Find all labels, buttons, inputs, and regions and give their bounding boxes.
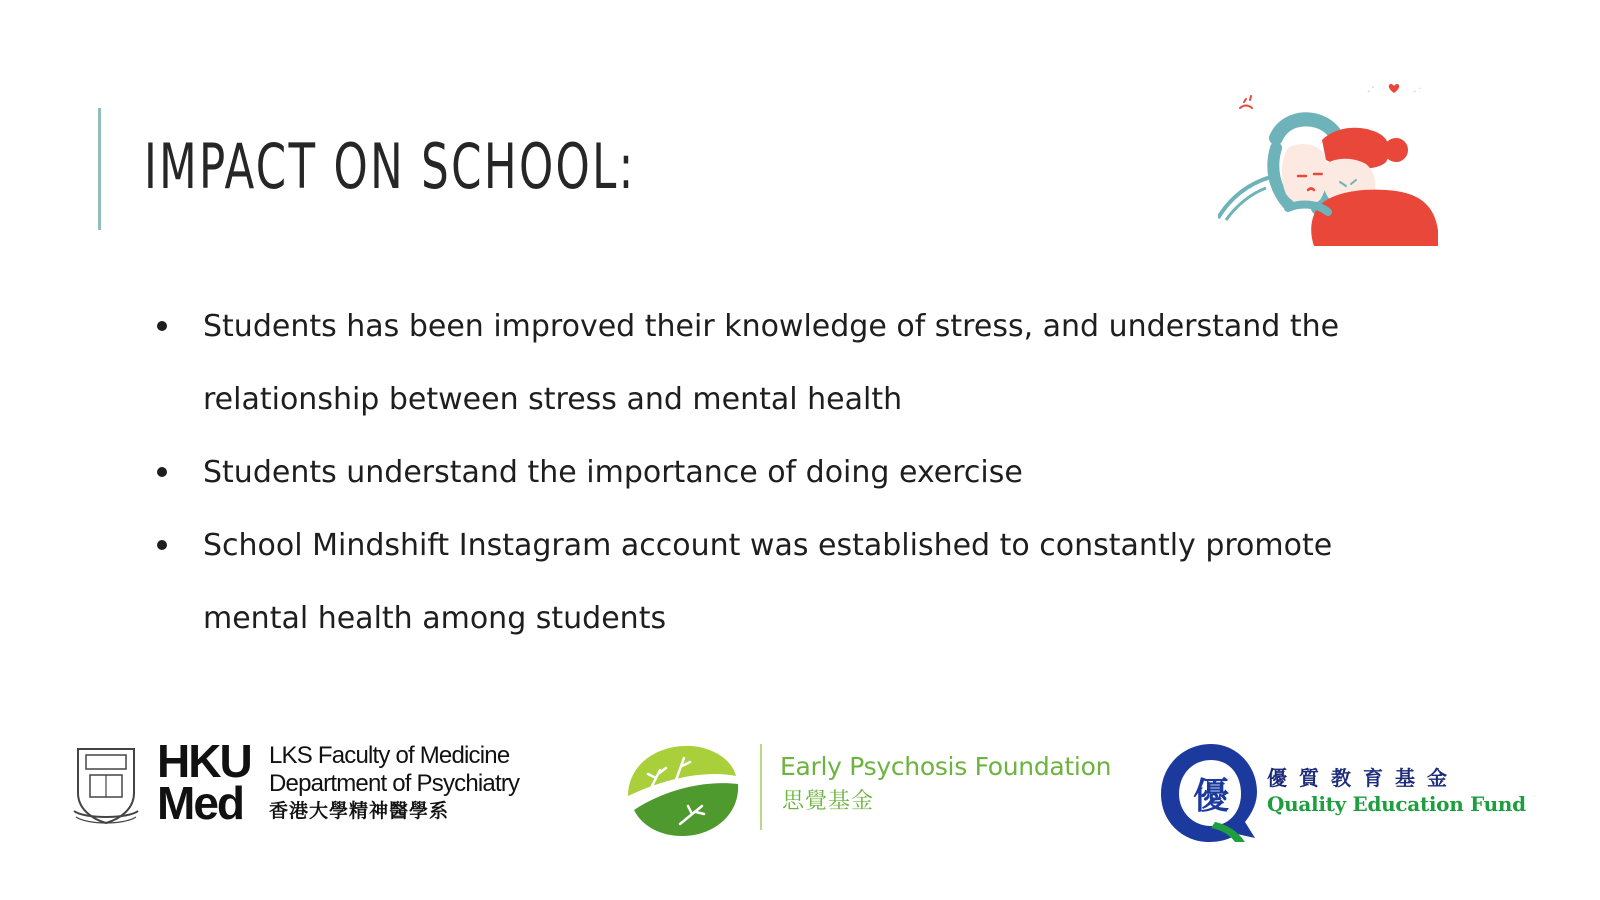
q-emblem-icon: [1155, 738, 1263, 846]
bullet-text: Students has been improved their knowledge of stress, and understand the relationship between stress and mental health: [203, 309, 1340, 417]
slide-title: IMPACT ON SCHOOL:: [144, 130, 636, 203]
university-crest-icon: [72, 743, 140, 827]
fund-name-chinese: 優質教育基金: [1267, 766, 1459, 790]
two-friends-comforting-illustration: [1218, 78, 1482, 253]
list-item: [155, 290, 1415, 436]
foundation-name-chinese: 思覺基金: [782, 789, 875, 814]
fund-name: Quality Education Fund: [1267, 792, 1526, 816]
hku-med-logo: [72, 735, 552, 840]
logo-divider: [760, 744, 762, 830]
list-item: [155, 436, 1415, 509]
bullet-icon: [157, 321, 167, 331]
title-accent-rule: [98, 108, 101, 230]
bullet-list: [155, 290, 1415, 655]
bullet-text: School Mindshift Instagram account was established to constantly promote mental health among students: [203, 528, 1333, 636]
faculty-name: LKS Faculty of Medicine: [269, 742, 510, 769]
quality-education-fund-logo: [1155, 738, 1526, 848]
department-name-chinese: 香港大學精神醫學系: [269, 801, 450, 822]
bullet-icon: [157, 467, 167, 477]
early-psychosis-foundation-logo: [620, 740, 1112, 840]
bullet-text: Students understand the importance of doing exercise: [203, 455, 1023, 490]
foundation-name: Early Psychosis Foundation: [780, 752, 1112, 781]
bullet-icon: [157, 540, 167, 550]
hku-department-text: [269, 742, 519, 826]
hku-med-wordmark: HKU Med: [157, 735, 251, 829]
list-item: [155, 509, 1415, 655]
qef-emblem-glyph: 優: [1192, 775, 1230, 817]
leaf-seedling-icon: [620, 740, 742, 838]
department-name: Department of Psychiatry: [269, 770, 520, 797]
